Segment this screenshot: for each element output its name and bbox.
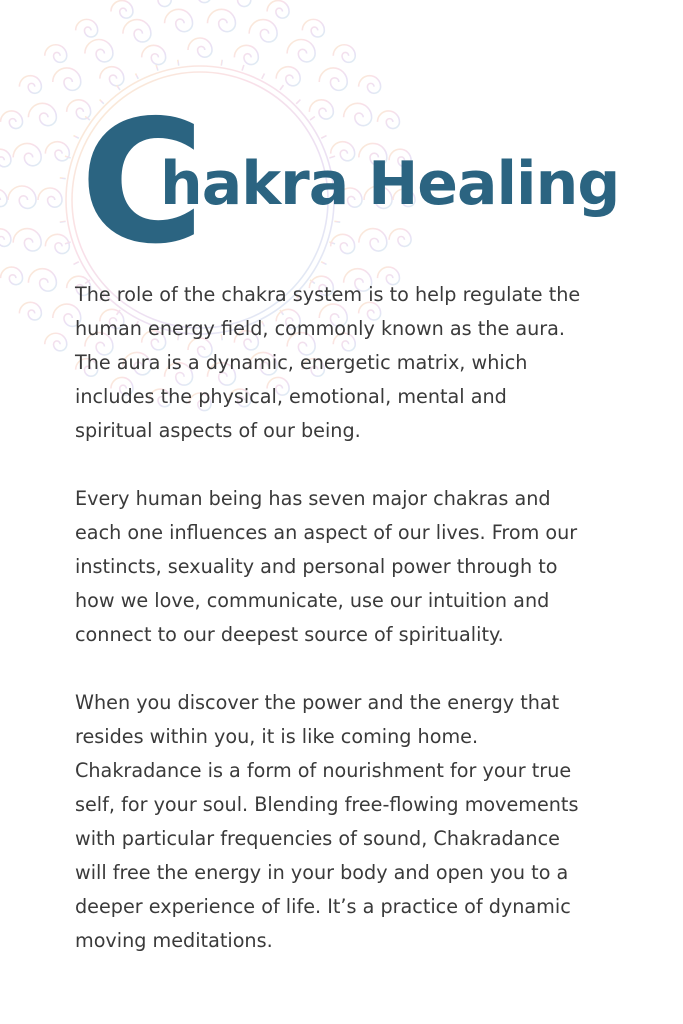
page-title [80, 84, 640, 282]
body-text [75, 278, 635, 992]
paragraph-2: Every human being has seven major chakras and each one influences an aspect of our lives. From our instincts, sexuality and personal power through to how we love, communicate, use our intuition and connect to our deepest source of spirituality. [75, 487, 578, 646]
paragraph-3: When you discover the power and the energy that resides within you, it is like coming home. Chakradance is a form of nourishment for your true self, for your soul. Blending free-flowing movements with particular frequencies of sound, Chakradance will free the energy in your body and open you to a deeper experience of life. It’s a practice of dynamic moving meditations. [75, 691, 579, 952]
title-initial-letter: C [80, 84, 201, 282]
title-text: hakra Healing [160, 149, 620, 219]
paragraph-1: The role of the chakra system is to help regulate the human energy field, commonly known as the aura. The aura is a dynamic, energetic matrix, which includes the physical, emotional, mental and spiritual aspects of our being. [75, 283, 581, 442]
